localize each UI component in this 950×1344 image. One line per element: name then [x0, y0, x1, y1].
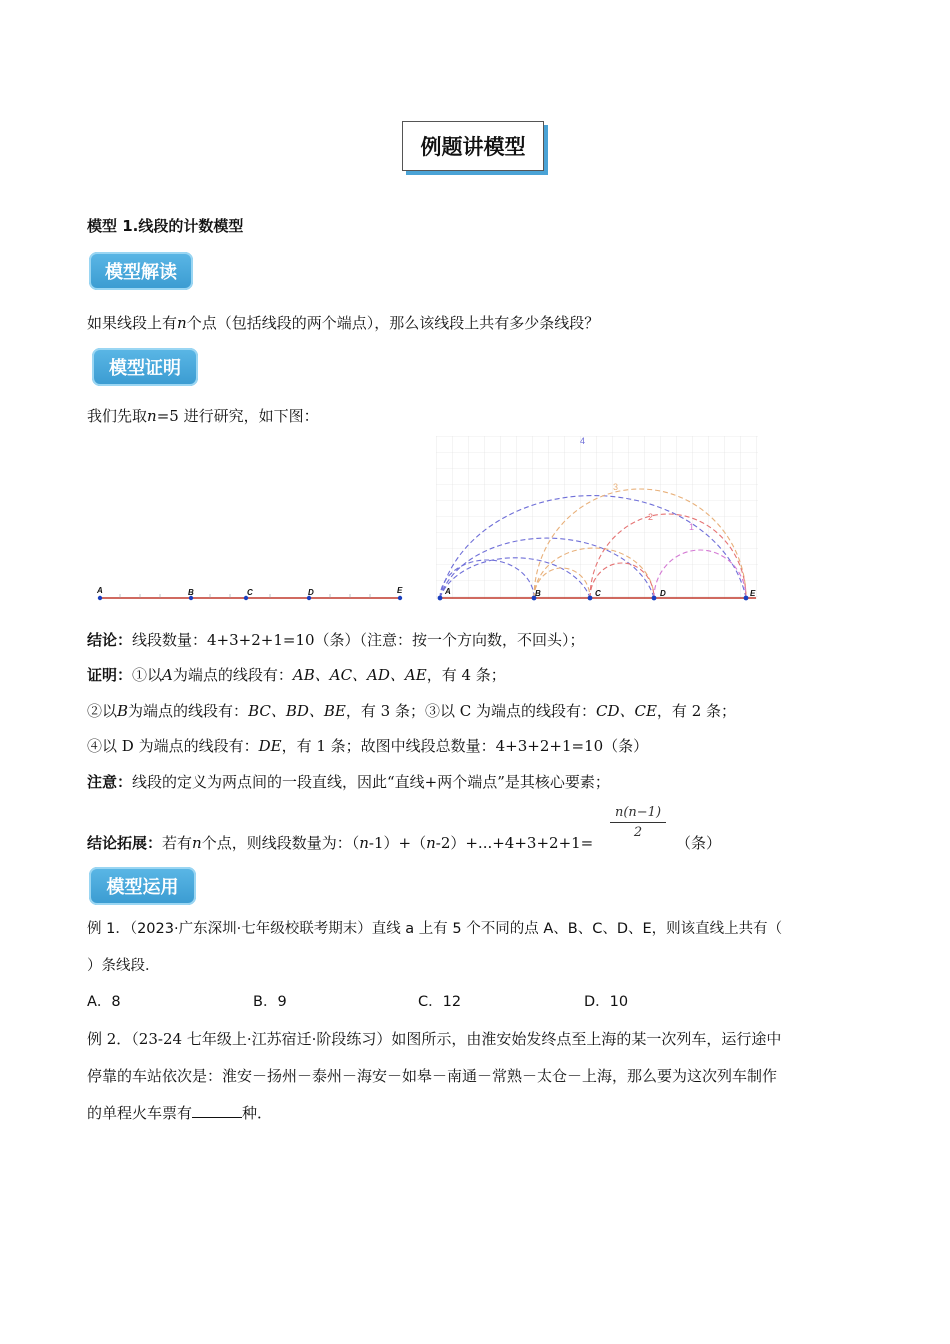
proof-line-1: 证明：①以A为端点的线段有：AB、AC、AD、AE，有 4 条；	[87, 666, 506, 684]
model-read-badge: 模型解读	[89, 252, 193, 290]
arc-label-d: D	[660, 589, 666, 598]
arc-label-c: C	[595, 589, 601, 598]
proof-line-3: ④以 D 为端点的线段有：DE，有 1 条；故图中线段总数量：4+3+2+1=10（条）	[87, 737, 649, 755]
segment-arcs-figure	[436, 436, 758, 606]
label-c: C	[247, 588, 253, 597]
model-heading: 模型 1.线段的计数模型	[87, 217, 244, 235]
arc-label-4: 4	[580, 436, 586, 446]
example2-line2: 停靠的车站依次是：淮安－扬州－泰州－海安－如皋－南通－常熟－太仓－上海，那么要为这次列车制作	[87, 1067, 778, 1085]
label-d: D	[308, 588, 314, 597]
arc-label-2: 2	[648, 512, 654, 522]
model-proof-badge: 模型证明	[92, 348, 198, 386]
label-a: A	[97, 586, 103, 595]
intro-text: 如果线段上有n个点（包括线段的两个端点），那么该线段上共有多少条线段？	[87, 314, 600, 332]
option-b[interactable]: B．9	[253, 994, 287, 1010]
arc-label-3: 3	[613, 482, 619, 492]
arc-label-1: 1	[689, 522, 695, 532]
proof-line-2: ②以B为端点的线段有：BC、BD、BE，有 3 条；③以 C 为端点的线段有：CD、CE，有 2 条；	[87, 702, 737, 720]
segment-figure-plain	[90, 580, 410, 610]
example2-line1: 例 2．（23-24 七年级上·江苏宿迁·阶段练习）如图所示，由淮安始发终点至上海的某一次列车，运行途中	[87, 1030, 782, 1048]
conclusion-text: 结论：线段数量：4+3+2+1=10（条）（注意：按一个方向数，不回头）；	[87, 631, 585, 649]
arc-label-e: E	[750, 589, 756, 598]
arc-label-a: A	[445, 587, 451, 596]
point-a	[98, 596, 102, 600]
example2-line3: 的单程火车票有 种．	[87, 1104, 273, 1122]
example1-line2: ）条线段．	[87, 958, 160, 974]
extension-unit: （条）	[676, 834, 722, 852]
option-c[interactable]: C．12	[418, 994, 462, 1010]
label-b: B	[188, 588, 194, 597]
formula-fraction: n(n−1) 2	[610, 805, 666, 840]
note-text: 注意：线段的定义为两点间的一段直线，因此“直线+两个端点”是其核心要素；	[87, 773, 610, 791]
example1-line1: 例 1．（2023·广东深圳·七年级校联考期末）直线 a 上有 5 个不同的点 A、B、C、D、E，则该直线上共有（	[87, 921, 783, 937]
answer-blank[interactable]	[192, 1103, 242, 1118]
extension-text: 结论拓展：若有n个点，则线段数量为：（n-1）+（n-2）+...+4+3+2+1=	[87, 834, 594, 852]
option-a[interactable]: A．8	[87, 994, 121, 1010]
model-apply-badge: 模型运用	[89, 867, 196, 905]
arc-label-b: B	[535, 589, 541, 598]
proof-intro-text: 我们先取n=5 进行研究，如下图：	[87, 407, 319, 425]
option-d[interactable]: D．10	[584, 994, 629, 1010]
label-e: E	[397, 586, 403, 595]
section-title: 例题讲模型	[402, 121, 544, 171]
point-e	[398, 596, 402, 600]
